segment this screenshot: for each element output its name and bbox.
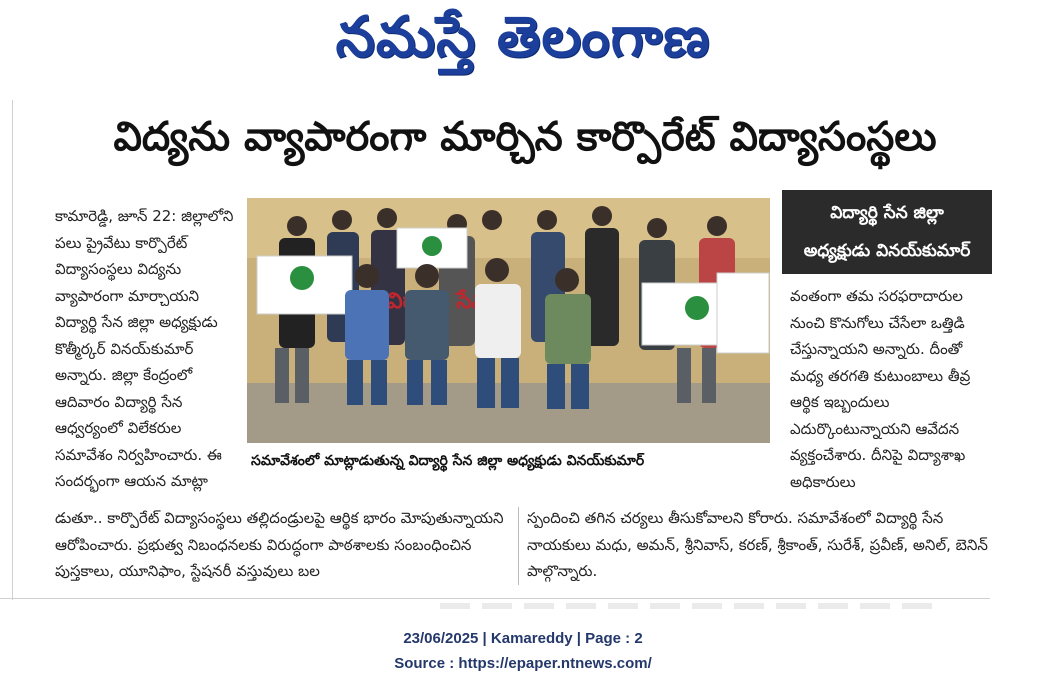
highlight-line-1: విద్యార్థి సేన జిల్లా <box>830 203 944 223</box>
page-rule <box>0 598 990 599</box>
newspaper-masthead <box>0 0 1046 78</box>
article-body-left: కామారెడ్డి, జూన్ 22: జిల్లాలోని పలు ప్రైవేటు కార్పొరేట్ విద్యాసంస్థలు విద్యను వ్యాపారంగా మార్చాయని విద్యార్థి సేన జిల్లా అధ్యక్షుడు కొత్మీర్కర్ వినయ్‌కుమార్ అన్నారు. జిల్లా కేంద్రంలో ఆదివారం విద్యార్థి సేన ఆధ్వర్యంలో విలేకరుల సమావేశం నిర్వహించారు. ఈ సందర్భంగా ఆయన మాట్లా <box>55 207 234 490</box>
column-rule <box>12 100 13 600</box>
article-headline: విద్యను వ్యాపారంగా మార్చిన కార్పొరేట్ విద్యాసంస్థలు <box>113 114 937 160</box>
news-photo <box>247 198 770 443</box>
highlight-line-2: అధ్యక్షుడు వినయ్‌కుమార్ <box>803 241 971 261</box>
column-divider <box>518 507 519 585</box>
photo-caption: సమావేశంలో మాట్లాడుతున్న విద్యార్థి సేన జిల్లా అధ్యక్షుడు వినయ్‌కుమార్ <box>251 453 645 469</box>
masthead-title: నమస్తే తెలంగాణ <box>335 5 711 70</box>
faded-next-article <box>440 603 940 609</box>
banner-text: సేన <box>456 289 488 314</box>
article-body-right: వంతంగా తమ సరఫరాదారుల నుంచి కొనుగోలు చేసేలా ఒత్తిడి చేస్తున్నాయని అన్నారు. దీంతో మధ్య తరగతి కుటుంబాలు తీవ్ర ఆర్థిక ఇబ్బందులు ఎదుర్కొంటున్నాయని ఆవేదన వ్యక్తంచేశారు. దీనిపై విద్యాశాఖ అధికారులు <box>790 287 971 491</box>
footer-date-edition: 23/06/2025 | Kamareddy | Page : 2 <box>403 630 643 647</box>
group-photo-image <box>247 198 770 443</box>
article-body-bottom-left: డుతూ.. కార్పొరేట్ విద్యాసంస్థలు తల్లిదండ్రులపై ఆర్థిక భారం మోపుతున్నాయని ఆరోపించారు. ప్రభుత్వ నిబంధనలకు విరుద్ధంగా పాఠశాలకు సంబంధించిన పుస్తకాలు, యూనిఫాం, స్టేషనరీ వస్తువులు బల <box>55 509 504 580</box>
article-body-bottom <box>55 505 1005 587</box>
highlight-box <box>782 190 992 274</box>
article-body-bottom-right: స్పందించి తగిన చర్యలు తీసుకోవాలని కోరారు. సమావేశంలో విద్యార్థి సేన నాయకులు మధు, అమన్, శ్రీనివాస్, కరణ్, శ్రీకాంత్, సురేశ్, ప్రవీణ్, అనిల్, బెనిన్ పాల్గొన్నారు. <box>527 509 988 580</box>
footer-source: Source : https://epaper.ntnews.com/ <box>394 655 652 672</box>
